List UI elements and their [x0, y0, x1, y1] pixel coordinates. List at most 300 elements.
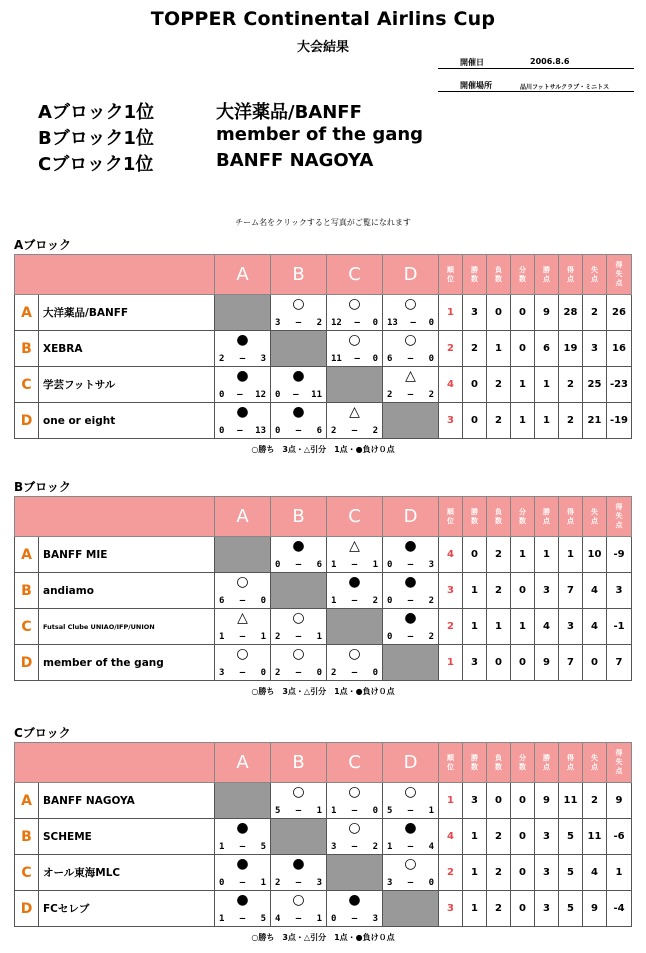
winner-team[interactable]: 大洋薬品/BANFF	[216, 102, 362, 123]
stat-cell: 0	[463, 403, 487, 439]
stat-cell: 7	[607, 645, 632, 681]
stat-cell: 0	[487, 783, 511, 819]
score-for: 3	[275, 318, 281, 328]
block-title: Bブロック	[14, 480, 71, 494]
score-against: 3	[372, 914, 378, 924]
self-match-cell	[327, 855, 383, 891]
match-score	[275, 426, 322, 436]
column-header: A	[215, 255, 271, 295]
stat-cell: 11	[559, 783, 583, 819]
rank-cell: 1	[439, 783, 463, 819]
page-title: TOPPER Continental Airlins Cup	[150, 8, 496, 30]
stat-cell: 0	[511, 331, 535, 367]
result-symbol: ●	[292, 856, 305, 872]
stat-cell: 4	[535, 609, 559, 645]
stat-cell: 2	[487, 573, 511, 609]
row-letter: A	[15, 783, 39, 819]
score-for: 12	[331, 318, 342, 328]
match-result-cell	[271, 403, 327, 439]
stat-cell: 9	[535, 645, 559, 681]
stat-cell: 3	[463, 295, 487, 331]
team-name-link[interactable]: member of the gang	[39, 645, 215, 681]
match-result-cell	[383, 331, 439, 367]
self-match-cell	[271, 819, 327, 855]
stat-cell: 3	[463, 783, 487, 819]
score-against: 0	[428, 354, 434, 364]
row-letter: A	[15, 295, 39, 331]
result-symbol: ●	[236, 892, 249, 908]
match-result-cell	[215, 819, 271, 855]
result-symbol: ●	[236, 404, 249, 420]
match-result-cell	[271, 891, 327, 927]
result-symbol: ●	[348, 892, 361, 908]
score-for: 2	[275, 668, 281, 678]
table-header-row	[15, 497, 632, 537]
stat-cell: 1	[487, 609, 511, 645]
match-result-cell	[383, 573, 439, 609]
score-against: 1	[260, 878, 266, 888]
score-dash: –	[295, 560, 302, 570]
column-header: C	[327, 255, 383, 295]
block-title: Cブロック	[14, 726, 71, 740]
score-dash: –	[407, 596, 414, 606]
match-result-cell	[215, 573, 271, 609]
stat-header: 負 数	[487, 743, 511, 783]
score-against: 0	[372, 668, 378, 678]
match-result-cell	[383, 537, 439, 573]
table-row	[15, 403, 632, 439]
stat-cell: 3	[535, 855, 559, 891]
score-for: 2	[387, 390, 393, 400]
match-score	[387, 318, 434, 328]
stat-cell: 1	[511, 403, 535, 439]
score-for: 1	[219, 914, 225, 924]
match-score	[387, 842, 434, 852]
venue-value: 品川フットサルクラブ・ミニトス	[520, 84, 610, 91]
stat-cell: 9	[535, 295, 559, 331]
winner-team[interactable]: member of the gang	[216, 124, 424, 145]
score-for: 1	[219, 842, 225, 852]
match-result-cell	[271, 855, 327, 891]
match-score	[387, 632, 434, 642]
stat-header: 分 数	[511, 255, 535, 295]
winner-label: Cブロック1位	[38, 154, 154, 175]
self-match-cell	[383, 403, 439, 439]
team-name-link[interactable]: andiamo	[39, 573, 215, 609]
match-result-cell	[383, 609, 439, 645]
score-against: 0	[260, 596, 266, 606]
match-result-cell	[327, 819, 383, 855]
stat-cell: 2	[559, 403, 583, 439]
stat-cell: 25	[583, 367, 607, 403]
result-symbol: ○	[348, 646, 361, 662]
stat-cell: 1	[535, 403, 559, 439]
stat-cell: 0	[487, 645, 511, 681]
score-against: 6	[316, 560, 322, 570]
score-against: 3	[260, 354, 266, 364]
stat-cell: 9	[583, 891, 607, 927]
match-result-cell	[383, 295, 439, 331]
match-score	[387, 390, 434, 400]
date-row	[438, 56, 634, 69]
match-score	[275, 668, 322, 678]
score-against: 0	[316, 668, 322, 678]
score-against: 2	[372, 842, 378, 852]
photo-note: チーム名をクリックすると写真がご覧になれます	[235, 218, 411, 227]
score-dash: –	[295, 632, 302, 642]
stat-cell: 2	[583, 783, 607, 819]
match-score	[331, 426, 378, 436]
stat-cell: 1	[463, 891, 487, 927]
stat-cell: 2	[559, 367, 583, 403]
result-symbol: ●	[292, 538, 305, 554]
team-name-link[interactable]: Futsal Clube UNIAO/IFP/UNION	[39, 609, 215, 645]
match-score	[275, 318, 322, 328]
stat-cell: 0	[511, 783, 535, 819]
result-symbol: ○	[348, 332, 361, 348]
stat-header: 順 位	[439, 497, 463, 537]
match-result-cell	[215, 367, 271, 403]
stat-cell: 1	[463, 819, 487, 855]
match-result-cell	[271, 537, 327, 573]
score-against: 3	[428, 560, 434, 570]
stat-cell: 16	[607, 331, 632, 367]
stat-cell: 7	[559, 645, 583, 681]
score-dash: –	[239, 878, 246, 888]
match-score	[219, 596, 266, 606]
venue-label: 開催場所	[460, 81, 492, 90]
match-result-cell	[383, 783, 439, 819]
score-against: 2	[428, 596, 434, 606]
score-dash: –	[351, 842, 358, 852]
block-table	[14, 742, 632, 927]
score-against: 13	[255, 426, 266, 436]
match-result-cell	[327, 645, 383, 681]
stat-header: 勝 数	[463, 743, 487, 783]
result-symbol: △	[405, 368, 416, 384]
winner-team[interactable]: BANFF NAGOYA	[216, 150, 374, 171]
table-header-row	[15, 743, 632, 783]
stat-cell: 10	[583, 537, 607, 573]
result-symbol: ○	[292, 892, 305, 908]
score-for: 2	[331, 426, 337, 436]
stat-cell: 4	[583, 855, 607, 891]
result-symbol: ●	[236, 368, 249, 384]
result-legend: ○勝ち 3点・△引分 1点・●負け０点	[251, 933, 395, 942]
score-dash: –	[407, 878, 414, 888]
result-symbol: △	[237, 610, 248, 626]
stat-header: 失 点	[583, 497, 607, 537]
rank-cell: 3	[439, 403, 463, 439]
row-letter: D	[15, 403, 39, 439]
stat-cell: 3	[535, 819, 559, 855]
stat-cell: 1	[487, 331, 511, 367]
score-dash: –	[295, 914, 302, 924]
match-score	[331, 668, 378, 678]
result-symbol: ○	[348, 296, 361, 312]
column-header: A	[215, 497, 271, 537]
score-dash: –	[407, 632, 414, 642]
stat-cell: 3	[559, 609, 583, 645]
stat-cell: 1	[463, 855, 487, 891]
score-dash: –	[295, 878, 302, 888]
stat-cell: 1	[511, 537, 535, 573]
stat-cell: 7	[559, 573, 583, 609]
stat-cell: 11	[583, 819, 607, 855]
stat-cell: 21	[583, 403, 607, 439]
match-result-cell	[215, 331, 271, 367]
score-for: 0	[275, 390, 281, 400]
header-blank	[15, 743, 215, 783]
stat-cell: -9	[607, 537, 632, 573]
stat-header: 得 点	[559, 497, 583, 537]
result-symbol: ●	[404, 538, 417, 554]
table-header-row	[15, 255, 632, 295]
stat-cell: -6	[607, 819, 632, 855]
score-dash: –	[407, 560, 414, 570]
self-match-cell	[215, 295, 271, 331]
score-dash: –	[239, 632, 246, 642]
match-result-cell	[327, 783, 383, 819]
score-for: 13	[387, 318, 398, 328]
score-for: 2	[219, 354, 225, 364]
stat-header: 得 失 点	[607, 255, 632, 295]
stat-cell: 0	[511, 645, 535, 681]
match-result-cell	[327, 573, 383, 609]
match-score	[219, 390, 266, 400]
stat-header: 勝 点	[535, 497, 559, 537]
team-name-link[interactable]: one or eight	[39, 403, 215, 439]
match-result-cell	[215, 855, 271, 891]
team-name-link[interactable]: BANFF MIE	[39, 537, 215, 573]
winner-label: Bブロック1位	[38, 128, 154, 149]
result-symbol: ○	[404, 784, 417, 800]
score-against: 5	[260, 914, 266, 924]
score-dash: –	[407, 842, 414, 852]
table-row	[15, 537, 632, 573]
stat-cell: 0	[583, 645, 607, 681]
score-dash: –	[351, 560, 358, 570]
match-result-cell	[271, 609, 327, 645]
page-subtitle: 大会結果	[296, 40, 349, 55]
score-dash: –	[239, 668, 246, 678]
match-score	[331, 560, 378, 570]
score-against: 0	[428, 318, 434, 328]
stat-cell: 0	[511, 819, 535, 855]
stat-header: 得 失 点	[607, 497, 632, 537]
stat-header: 失 点	[583, 743, 607, 783]
match-score	[387, 354, 434, 364]
team-name-link[interactable]: FCセレブ	[39, 891, 215, 927]
table-row	[15, 573, 632, 609]
column-header: B	[271, 743, 327, 783]
score-against: 0	[372, 354, 378, 364]
match-score	[387, 806, 434, 816]
team-name-link[interactable]: オール東海MLC	[39, 855, 215, 891]
stat-cell: 1	[511, 609, 535, 645]
score-for: 0	[387, 560, 393, 570]
match-result-cell	[383, 819, 439, 855]
column-header: B	[271, 255, 327, 295]
score-dash: –	[295, 806, 302, 816]
stat-cell: 1	[607, 855, 632, 891]
score-for: 3	[387, 878, 393, 888]
result-symbol: ○	[348, 784, 361, 800]
stat-cell: 28	[559, 295, 583, 331]
self-match-cell	[327, 609, 383, 645]
match-result-cell	[327, 403, 383, 439]
date-label: 開催日	[460, 58, 484, 67]
row-letter: C	[15, 609, 39, 645]
stat-cell: 9	[535, 783, 559, 819]
result-legend: ○勝ち 3点・△引分 1点・●負け０点	[251, 687, 395, 696]
match-score	[219, 878, 266, 888]
match-score	[331, 318, 378, 328]
stat-cell: 2	[487, 403, 511, 439]
rank-cell: 2	[439, 609, 463, 645]
match-result-cell	[327, 891, 383, 927]
score-dash: –	[239, 842, 246, 852]
result-symbol: ●	[236, 820, 249, 836]
score-dash: –	[351, 806, 358, 816]
stat-header: 勝 点	[535, 255, 559, 295]
stat-cell: -4	[607, 891, 632, 927]
result-symbol: ○	[404, 296, 417, 312]
score-dash: –	[351, 596, 358, 606]
score-against: 0	[372, 806, 378, 816]
stat-cell: 3	[535, 891, 559, 927]
match-result-cell	[271, 295, 327, 331]
stat-cell: 0	[511, 295, 535, 331]
self-match-cell	[327, 367, 383, 403]
rank-cell: 4	[439, 367, 463, 403]
column-header: C	[327, 743, 383, 783]
score-dash: –	[354, 318, 360, 328]
stat-cell: 5	[559, 855, 583, 891]
block-table	[14, 254, 632, 439]
score-against: 0	[260, 668, 266, 678]
score-dash: –	[295, 668, 302, 678]
match-score	[219, 426, 266, 436]
self-match-cell	[383, 645, 439, 681]
winner-label: Aブロック1位	[38, 102, 155, 123]
match-result-cell	[327, 331, 383, 367]
self-match-cell	[215, 783, 271, 819]
column-header: B	[271, 497, 327, 537]
result-symbol: ○	[348, 820, 361, 836]
score-for: 4	[275, 914, 281, 924]
score-for: 3	[331, 842, 337, 852]
stat-cell: 2	[487, 367, 511, 403]
result-symbol: ○	[292, 296, 305, 312]
score-dash: –	[407, 806, 414, 816]
result-symbol: ○	[236, 646, 249, 662]
team-name-link[interactable]: SCHEME	[39, 819, 215, 855]
stat-cell: 5	[559, 819, 583, 855]
score-against: 1	[428, 806, 434, 816]
score-dash: –	[354, 354, 360, 364]
stat-cell: 2	[487, 855, 511, 891]
self-match-cell	[271, 573, 327, 609]
stat-cell: 3	[535, 573, 559, 609]
header-blank	[15, 497, 215, 537]
rank-cell: 2	[439, 855, 463, 891]
score-for: 0	[275, 560, 281, 570]
score-for: 6	[387, 354, 393, 364]
match-score	[331, 354, 378, 364]
stat-header: 勝 点	[535, 743, 559, 783]
result-legend: ○勝ち 3点・△引分 1点・●負け０点	[251, 445, 395, 454]
score-against: 2	[372, 596, 378, 606]
result-symbol: ●	[292, 404, 305, 420]
match-score	[331, 842, 378, 852]
result-symbol: ●	[404, 820, 417, 836]
score-against: 2	[372, 426, 378, 436]
result-symbol: ●	[348, 574, 361, 590]
score-dash: –	[410, 318, 416, 328]
match-score	[331, 806, 378, 816]
score-against: 1	[260, 632, 266, 642]
stat-cell: 0	[463, 367, 487, 403]
stat-cell: -23	[607, 367, 632, 403]
score-for: 1	[331, 560, 337, 570]
score-for: 1	[331, 596, 337, 606]
score-against: 1	[316, 914, 322, 924]
result-symbol: ●	[236, 332, 249, 348]
stat-cell: 2	[583, 295, 607, 331]
team-name-link[interactable]: BANFF NAGOYA	[39, 783, 215, 819]
stat-cell: 0	[487, 295, 511, 331]
row-letter: D	[15, 645, 39, 681]
stat-header: 得 点	[559, 255, 583, 295]
stat-cell: 2	[487, 819, 511, 855]
score-for: 0	[387, 596, 393, 606]
block-title: Aブロック	[14, 238, 72, 252]
column-header: D	[383, 497, 439, 537]
score-dash: –	[351, 914, 358, 924]
stat-header: 負 数	[487, 497, 511, 537]
team-name-link[interactable]: 学芸フットサル	[39, 367, 215, 403]
score-dash: –	[237, 390, 243, 400]
score-against: 5	[260, 842, 266, 852]
score-against: 1	[316, 632, 322, 642]
match-score	[387, 560, 434, 570]
team-name-link[interactable]: 大洋薬品/BANFF	[39, 295, 215, 331]
result-symbol: ○	[236, 574, 249, 590]
result-symbol: ○	[404, 332, 417, 348]
stat-cell: 5	[559, 891, 583, 927]
match-result-cell	[271, 367, 327, 403]
stat-cell: 0	[511, 573, 535, 609]
score-for: 0	[219, 878, 225, 888]
team-name-link[interactable]: XEBRA	[39, 331, 215, 367]
result-symbol: ○	[404, 856, 417, 872]
table-row	[15, 855, 632, 891]
match-result-cell	[271, 783, 327, 819]
table-row	[15, 331, 632, 367]
stat-cell: 26	[607, 295, 632, 331]
stat-cell: 1	[463, 573, 487, 609]
rank-cell: 4	[439, 537, 463, 573]
row-letter: A	[15, 537, 39, 573]
rank-cell: 2	[439, 331, 463, 367]
column-header: D	[383, 255, 439, 295]
match-score	[387, 878, 434, 888]
stat-cell: 3	[607, 573, 632, 609]
venue-row	[438, 79, 634, 92]
score-against: 2	[428, 632, 434, 642]
self-match-cell	[383, 891, 439, 927]
